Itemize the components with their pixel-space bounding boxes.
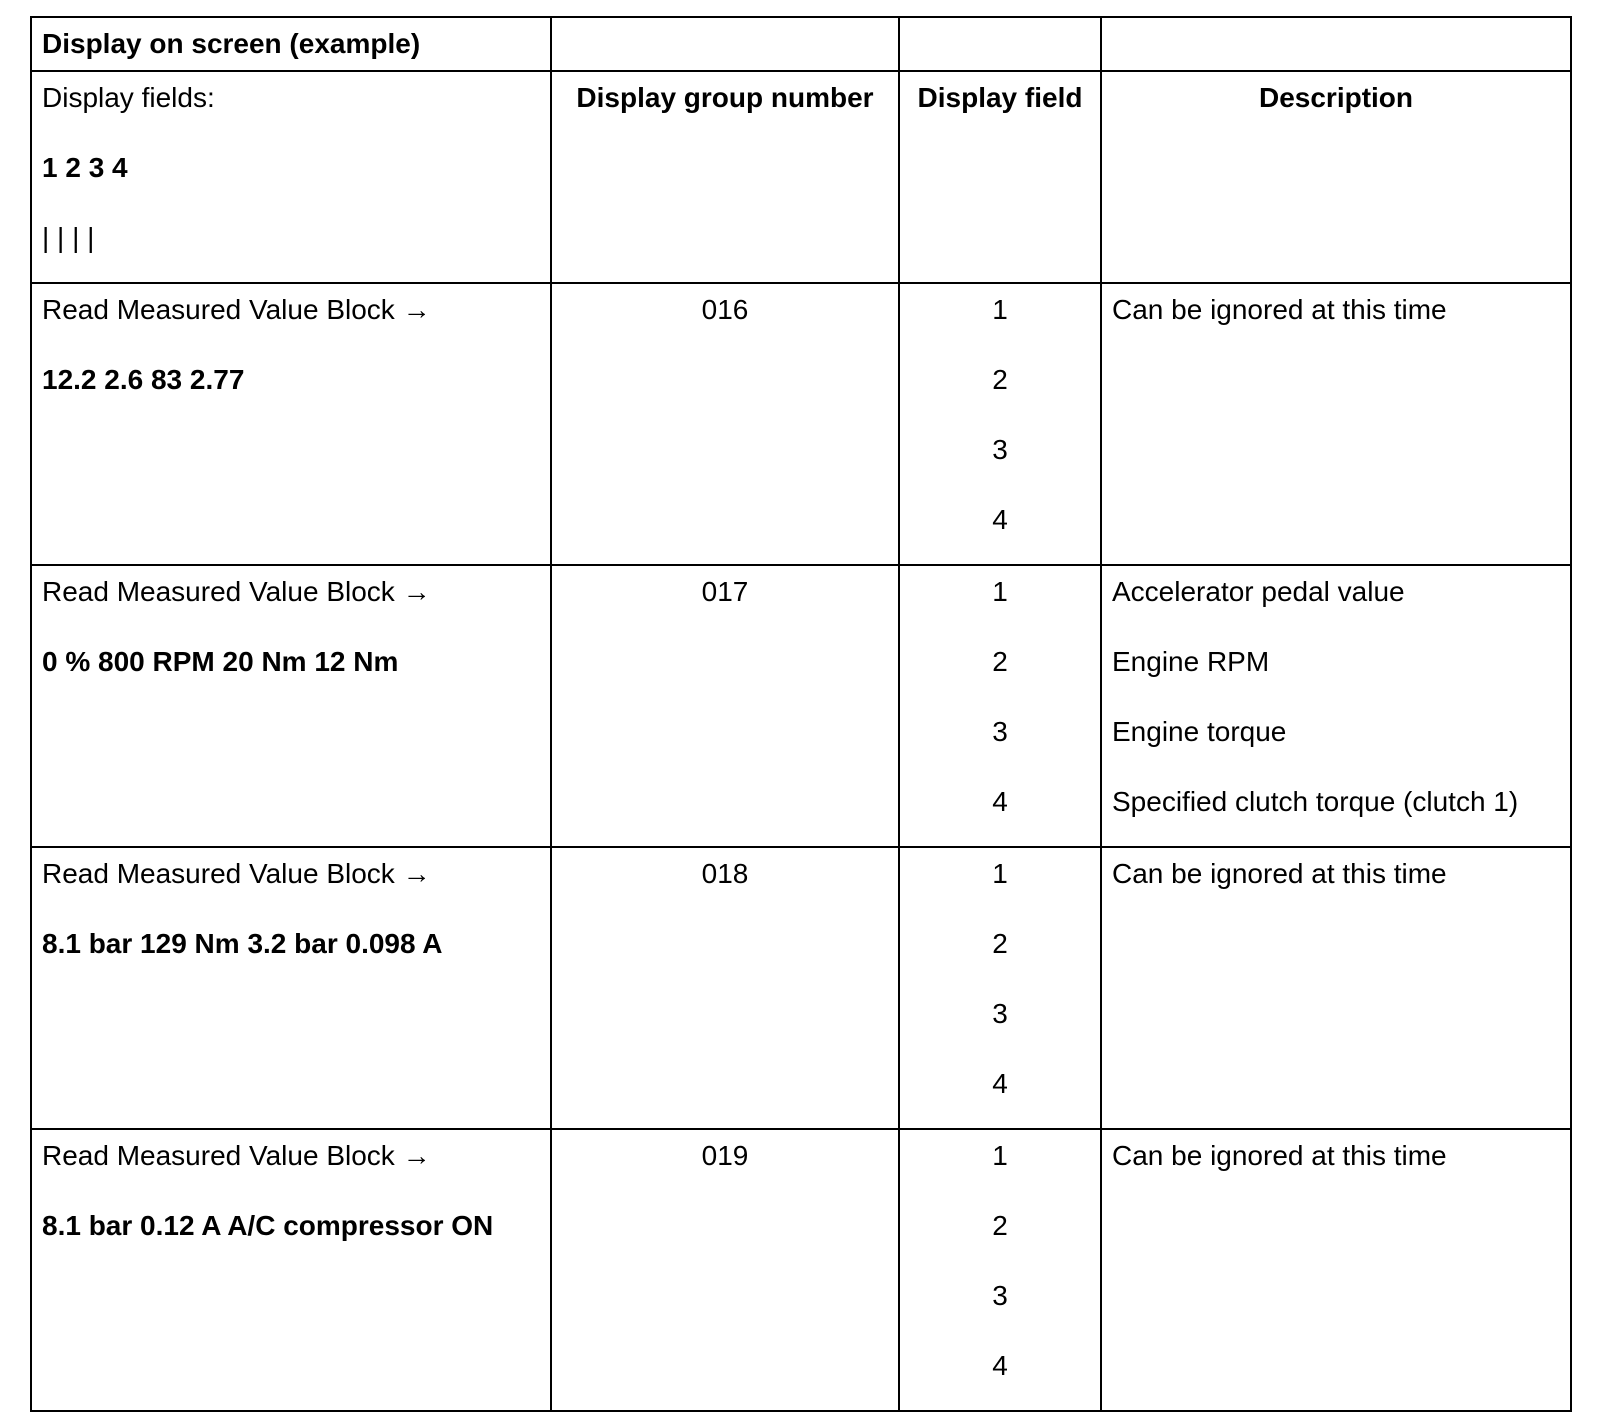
field-number: 4 — [992, 786, 1008, 817]
description-text — [1112, 988, 1560, 1058]
block-label: Read Measured Value Block → — [42, 1140, 431, 1171]
header-cell-empty-4 — [1101, 17, 1571, 71]
group-number: 018 — [701, 858, 749, 889]
description-text — [1112, 1058, 1560, 1128]
block-cell — [31, 283, 551, 565]
description-text — [1112, 918, 1560, 988]
block-label: Read Measured Value Block → — [42, 294, 431, 325]
field-number: 2 — [992, 1210, 1008, 1241]
block-cell — [31, 1129, 551, 1411]
header-cell-empty-3 — [899, 17, 1101, 71]
group-number: 016 — [701, 294, 749, 325]
group-number-cell — [551, 1129, 899, 1411]
description-text: Can be ignored at this time — [1112, 858, 1447, 889]
column-header-display-field — [899, 71, 1101, 283]
display-fields-label: Display fields: — [42, 82, 215, 113]
description-text: Can be ignored at this time — [1112, 294, 1447, 325]
header-cell-empty-2 — [551, 17, 899, 71]
description-heading: Description — [1258, 82, 1414, 113]
field-number: 1 — [992, 858, 1008, 889]
field-numbers-cell — [899, 565, 1101, 847]
field-number: 2 — [992, 646, 1008, 677]
measured-value-table — [30, 16, 1572, 1412]
table-row — [31, 283, 1571, 565]
description-cell — [1101, 283, 1571, 565]
field-number: 1 — [992, 1140, 1008, 1171]
group-number-cell — [551, 283, 899, 565]
display-fields-row — [31, 71, 1571, 283]
description-text: Specified clutch torque (clutch 1) — [1112, 786, 1519, 817]
column-header-description — [1101, 71, 1571, 283]
column-header-group-number — [551, 71, 899, 283]
description-text: Accelerator pedal value — [1112, 576, 1405, 607]
description-text — [1112, 1200, 1560, 1270]
display-fields-numbers: 1 2 3 4 — [42, 152, 128, 183]
description-text — [1112, 494, 1560, 564]
block-cell — [31, 847, 551, 1129]
field-numbers-cell — [899, 847, 1101, 1129]
field-number: 2 — [992, 928, 1008, 959]
table-header-row — [31, 17, 1571, 71]
table-row — [31, 847, 1571, 1129]
display-fields-cell — [31, 71, 551, 283]
group-number: 019 — [701, 1140, 749, 1171]
table-row — [31, 565, 1571, 847]
description-cell — [1101, 1129, 1571, 1411]
group-number: 017 — [701, 576, 749, 607]
field-number: 3 — [992, 998, 1008, 1029]
description-text: Engine RPM — [1112, 646, 1270, 677]
description-text: Can be ignored at this time — [1112, 1140, 1447, 1171]
field-number: 4 — [992, 1350, 1008, 1381]
field-number: 3 — [992, 716, 1008, 747]
header-title: Display on screen (example) — [42, 28, 421, 59]
field-numbers-cell — [899, 283, 1101, 565]
field-number: 1 — [992, 294, 1008, 325]
field-number: 4 — [992, 1068, 1008, 1099]
field-number: 4 — [992, 504, 1008, 535]
field-number: 3 — [992, 1280, 1008, 1311]
table-row — [31, 1129, 1571, 1411]
block-values: 8.1 bar 0.12 A A/C compressor ON — [42, 1210, 494, 1241]
group-number-cell — [551, 847, 899, 1129]
description-text — [1112, 354, 1560, 424]
field-number: 2 — [992, 364, 1008, 395]
display-field-heading: Display field — [917, 82, 1083, 113]
description-text — [1112, 424, 1560, 494]
group-number-heading: Display group number — [576, 82, 874, 113]
group-number-cell — [551, 565, 899, 847]
field-number: 1 — [992, 576, 1008, 607]
block-label: Read Measured Value Block → — [42, 576, 431, 607]
description-text — [1112, 1270, 1560, 1340]
field-numbers-cell — [899, 1129, 1101, 1411]
description-text — [1112, 1340, 1560, 1410]
field-number: 3 — [992, 434, 1008, 465]
block-values: 8.1 bar 129 Nm 3.2 bar 0.098 A — [42, 928, 443, 959]
block-values: 12.2 2.6 83 2.77 — [42, 364, 245, 395]
header-cell-display-on-screen — [31, 17, 551, 71]
block-label: Read Measured Value Block → — [42, 858, 431, 889]
block-cell — [31, 565, 551, 847]
description-cell — [1101, 847, 1571, 1129]
block-values: 0 % 800 RPM 20 Nm 12 Nm — [42, 646, 399, 677]
description-text: Engine torque — [1112, 716, 1287, 747]
display-fields-bars: | | | | — [42, 222, 95, 253]
description-cell — [1101, 565, 1571, 847]
